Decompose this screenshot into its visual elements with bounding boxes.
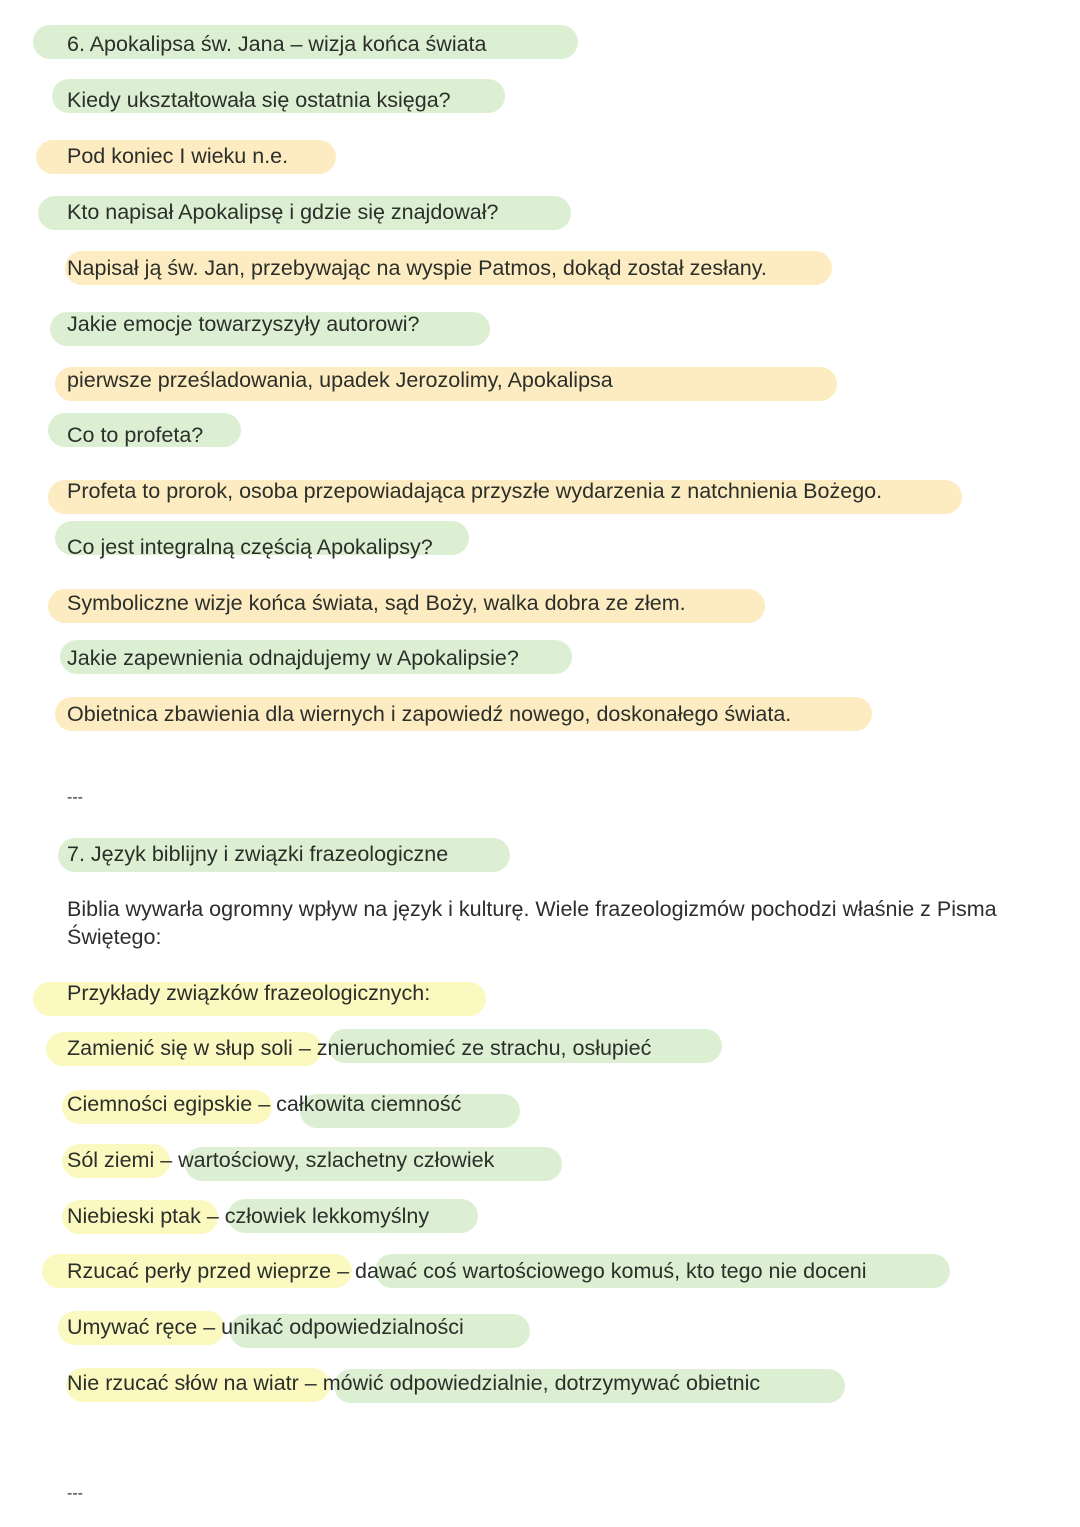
examples-label: Przykłady związków frazeologicznych: (67, 981, 431, 1005)
dash: – (206, 1204, 219, 1228)
dash: – (304, 1371, 317, 1395)
question: Kto napisał Apokalipsę i gdzie się znajdował? (67, 200, 499, 224)
dash: – (337, 1259, 350, 1283)
phrase-item (67, 1202, 429, 1230)
phrase-meaning: wartościowy, szlachetny człowiek (178, 1148, 495, 1172)
phrase-term: Ciemności egipskie (67, 1092, 253, 1116)
phrase-term: Sól ziemi (67, 1148, 155, 1172)
phrase-item (67, 1257, 867, 1285)
phrase-meaning: znieruchomieć ze strachu, osłupieć (316, 1036, 652, 1060)
intro-paragraph: Biblia wywarła ogromny wpływ na język i kulturę. Wiele frazeologizmów pochodzi właśnie z Pisma Świętego: (67, 897, 997, 949)
phrase-item (67, 1090, 461, 1118)
phrase-item (67, 1313, 464, 1341)
answer: Profeta to prorok, osoba przepowiadająca przyszłe wydarzenia z natchnienia Bożego. (67, 479, 883, 503)
phrase-term: Umywać ręce (67, 1315, 198, 1339)
phrase-term: Rzucać perły przed wieprze (67, 1259, 332, 1283)
answer: Napisał ją św. Jan, przebywając na wyspie Patmos, dokąd został zesłany. (67, 256, 767, 280)
answer: Pod koniec I wieku n.e. (67, 144, 289, 168)
question: Jakie emocje towarzyszyły autorowi? (67, 312, 420, 336)
phrase-item (67, 1034, 651, 1062)
phrase-term: Zamienić się w słup soli (67, 1036, 293, 1060)
section-title: 6. Apokalipsa św. Jana – wizja końca świata (67, 32, 487, 56)
phrase-meaning: dawać coś wartościowego komuś, kto tego nie doceni (355, 1259, 867, 1283)
phrase-item (67, 1369, 760, 1397)
phrase-meaning: mówić odpowiedzialnie, dotrzymywać obietnic (322, 1371, 761, 1395)
answer: Symboliczne wizje końca świata, sąd Boży, walka dobra ze złem. (67, 591, 686, 615)
question: Kiedy ukształtowała się ostatnia księga? (67, 88, 451, 112)
separator: --- (67, 789, 83, 806)
question: Jakie zapewnienia odnajdujemy w Apokalipsie? (67, 646, 519, 670)
question: Co to profeta? (67, 423, 204, 447)
question: Co jest integralną częścią Apokalipsy? (67, 535, 433, 559)
phrase-term: Nie rzucać słów na wiatr (67, 1371, 299, 1395)
answer: pierwsze prześladowania, upadek Jerozolimy, Apokalipsa (67, 368, 613, 392)
dash: – (298, 1036, 311, 1060)
phrase-item (67, 1146, 494, 1174)
dash: – (160, 1148, 173, 1172)
phrase-meaning: unikać odpowiedzialności (221, 1315, 464, 1339)
phrase-meaning: człowiek lekkomyślny (224, 1204, 430, 1228)
phrase-term: Niebieski ptak (67, 1204, 201, 1228)
dash: – (203, 1315, 216, 1339)
dash: – (258, 1092, 271, 1116)
separator: --- (67, 1485, 83, 1502)
answer: Obietnica zbawienia dla wiernych i zapowiedź nowego, doskonałego świata. (67, 702, 792, 726)
phrase-meaning: całkowita ciemność (276, 1092, 462, 1116)
section-title: 7. Język biblijny i związki frazeologiczne (67, 842, 449, 866)
